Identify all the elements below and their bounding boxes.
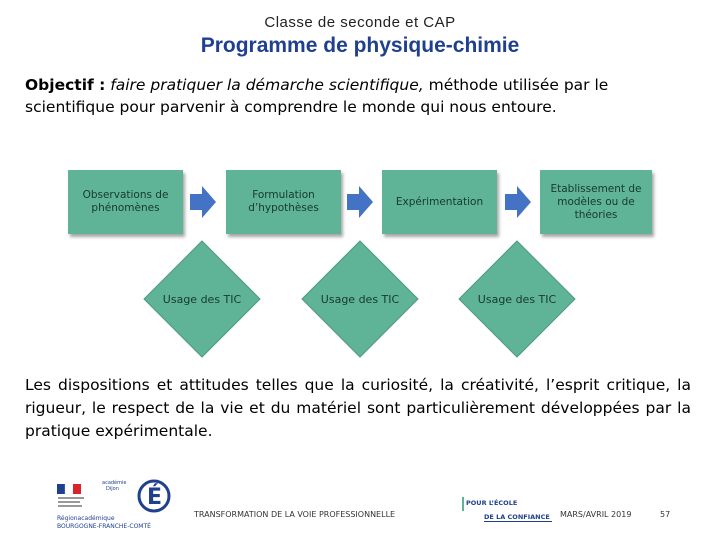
- objective-paragraph: [25, 74, 695, 118]
- tic-label-1: Usage des TIC: [162, 293, 242, 306]
- arrow-right-icon: [505, 186, 531, 218]
- svg-text:Dijon: Dijon: [106, 486, 119, 492]
- arrow-right-icon: [190, 186, 216, 218]
- objective-italic: faire pratiquer la démarche scientifique,: [110, 76, 424, 94]
- step-experimentation: Expérimentation: [382, 170, 497, 234]
- svg-text:académie: académie: [102, 480, 127, 486]
- ecole-confiance-logo: [462, 496, 554, 524]
- objective-label: Objectif :: [25, 76, 106, 94]
- step-modeles: Etablissement de modèles ou de théories: [540, 170, 652, 234]
- slide-subtitle: Classe de seconde et CAP: [264, 14, 456, 31]
- footer-transformation: TRANSFORMATION DE LA VOIE PROFESSIONNELLE: [194, 510, 396, 519]
- tic-label-2: Usage des TIC: [320, 293, 400, 306]
- svg-text:DE LA CONFIANCE: DE LA CONFIANCE: [484, 513, 550, 521]
- page-number: 57: [660, 510, 671, 519]
- svg-text:BOURGOGNE-FRANCHE-COMTÉ: BOURGOGNE-FRANCHE-COMTÉ: [57, 523, 151, 530]
- svg-text:POUR L’ÉCOLE: POUR L’ÉCOLE: [466, 499, 518, 507]
- svg-text:É: É: [147, 485, 163, 510]
- objective-text: méthode utilisée par le scientifique pour parvenir à comprendre le monde qui nous entoure.: [25, 76, 609, 116]
- region-academique-logo: [56, 476, 171, 532]
- tic-label-3: Usage des TIC: [477, 293, 557, 306]
- dispositions-paragraph: Les dispositions et attitudes telles que la curiosité, la créativité, l’esprit critique, la rigueur, le respect de la vie et du matériel sont particulièrement développées par la pratique expérimentale.: [25, 376, 691, 440]
- arrow-right-icon: [347, 186, 373, 218]
- slide-title: Programme de physique-chimie: [200, 34, 520, 57]
- step-hypotheses: Formulation d’hypothèses: [226, 170, 341, 234]
- step-observations: Observations de phénomènes: [68, 170, 183, 234]
- svg-text:Régionacadémique: Régionacadémique: [57, 515, 115, 522]
- footer-date: MARS/AVRIL 2019: [560, 510, 632, 519]
